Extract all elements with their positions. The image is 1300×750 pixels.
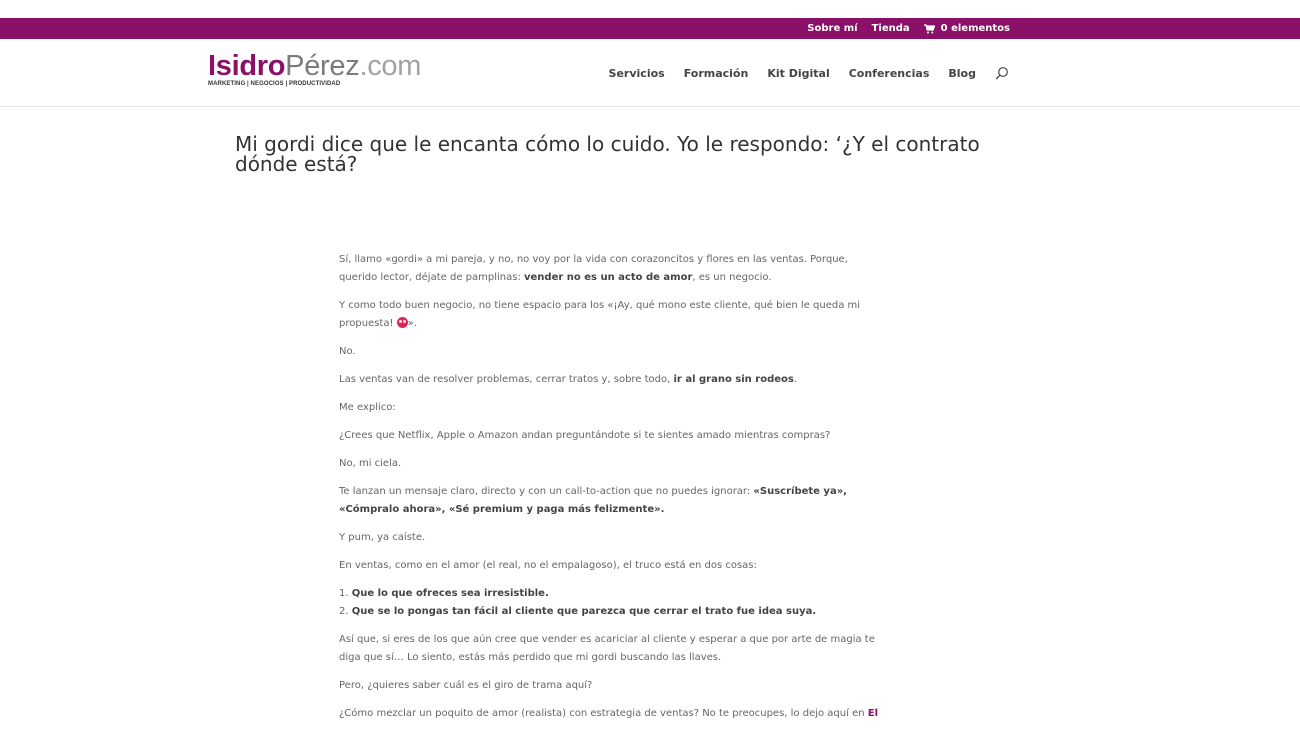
paragraph-1: [339, 251, 884, 287]
logo-wordmark: [208, 51, 421, 81]
text: ».: [407, 318, 417, 329]
bold-text: «Suscríbete ya», «Cómpralo ahora», «Sé premium y paga más felizmente».: [339, 486, 847, 515]
text: , es un negocio.: [692, 272, 772, 283]
numbered-list: [339, 585, 884, 621]
text: ¿Cómo mezclar un poquito de amor (realista) con estrategia de ventas? No te preocupes, lo dejo aquí en: [339, 708, 868, 719]
heart-eyes-emoji-icon: [397, 317, 408, 328]
text: Te lanzan un mensaje claro, directo y con un call-to-action que no puedes ignorar:: [339, 486, 754, 497]
top-link-tienda[interactable]: Tienda: [871, 23, 910, 34]
paragraph-6: ¿Crees que Netflix, Apple o Amazon andan preguntándote si te sientes amado mientras compras?: [339, 430, 831, 441]
top-spacer: [0, 0, 1300, 18]
nav-item-formacion[interactable]: Formación: [683, 66, 749, 80]
bold-text: ir al grano sin rodeos: [673, 374, 794, 385]
list-item-text: Que lo que ofreces sea irresistible.: [351, 588, 549, 599]
secondary-menu: [807, 18, 1010, 39]
text: Las ventas van de resolver problemas, cerrar tratos y, sobre todo,: [339, 374, 674, 385]
cart-link[interactable]: [924, 23, 1010, 34]
paragraph-5: Me explico:: [339, 402, 396, 413]
paragraph-7: No, mi ciela.: [339, 458, 402, 469]
bold-text: vender no es un acto de amor: [524, 272, 693, 283]
cart-count-label: 0 elementos: [940, 23, 1010, 34]
list-item-text: Que se lo pongas tan fácil al cliente que parezca que cerrar el trato fue idea suya.: [351, 606, 817, 617]
list-number: 1.: [339, 588, 352, 599]
paragraph-13: [339, 705, 884, 723]
paragraph-10: En ventas, como en el amor (el real, no el empalagoso), el truco está en dos cosas:: [339, 560, 757, 571]
logo-part-domain: .com: [359, 50, 422, 82]
post-link[interactable]: El: [867, 708, 879, 719]
paragraph-12: Pero, ¿quieres saber cuál es el giro de trama aquí?: [339, 680, 593, 691]
nav-item-servicios[interactable]: Servicios: [608, 66, 665, 80]
text: .: [793, 374, 798, 385]
nav-item-kit-digital[interactable]: Kit Digital: [767, 66, 830, 80]
search-icon[interactable]: [995, 66, 1009, 80]
paragraph-8: [339, 483, 884, 519]
logo-part-isidro: Isidro: [208, 50, 286, 82]
list-number: 2.: [339, 606, 352, 617]
text: Y como todo buen negocio, no tiene espacio para los «¡Ay, qué mono este cliente, qué bien le queda mi propuesta!: [339, 300, 861, 329]
list-item: [339, 603, 884, 621]
logo-tagline: MARKETING | NEGOCIOS | PRODUCTIVIDAD: [208, 81, 341, 87]
post-content: [339, 251, 884, 733]
paragraph-2: [339, 297, 884, 333]
cart-icon: [924, 24, 935, 34]
nav-item-blog[interactable]: Blog: [948, 66, 976, 80]
logo-part-perez: Pérez: [285, 50, 360, 82]
list-item: [339, 585, 884, 603]
paragraph-4: [339, 371, 884, 389]
top-link-sobre-mi[interactable]: Sobre mí: [807, 23, 858, 34]
paragraph-9: Y pum, ya caíste.: [339, 532, 426, 543]
post-title: Mi gordi dice que le encanta cómo lo cuido. Yo le respondo: ‘¿Y el contrato dónde está?: [235, 132, 980, 176]
text: Sí, llamo «gordi» a mi pareja, y no, no voy por la vida con corazoncitos y flores en las ventas. Porque, querido lector, déjate de pamplinas:: [339, 254, 848, 283]
main-navigation: [609, 39, 1009, 107]
main-header: [0, 39, 1300, 107]
site-logo[interactable]: [208, 51, 421, 87]
secondary-menu-bar: [0, 18, 1300, 39]
paragraph-3: No.: [339, 346, 356, 357]
nav-item-conferencias[interactable]: Conferencias: [848, 66, 930, 80]
paragraph-11: Así que, si eres de los que aún cree que vender es acariciar al cliente y esperar a que por arte de magia te diga que sí… Lo siento, estás más perdido que mi gordi buscando las llaves.: [339, 634, 875, 663]
